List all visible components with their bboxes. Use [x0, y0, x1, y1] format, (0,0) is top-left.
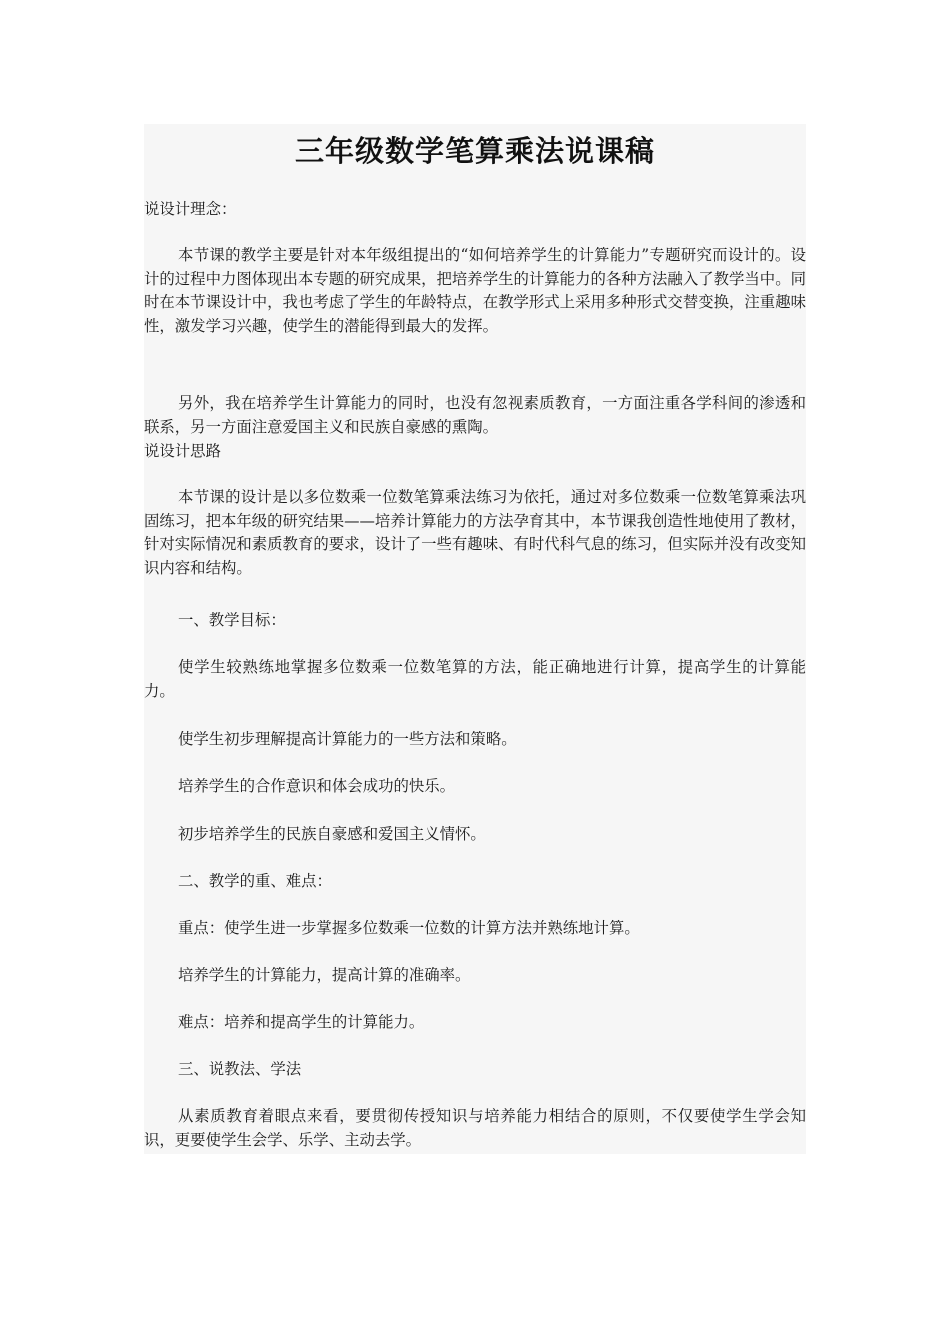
- paragraph-goal-3: 培养学生的合作意识和体会成功的快乐。: [178, 777, 456, 795]
- section-heading-methods: 三、说教法、学法: [178, 1060, 302, 1078]
- paragraph-design-concept: 本节课的教学主要是针对本年级组提出的“如何培养学生的计算能力”专题研究而设计的。设计的过程中力图体现出本专题的研究成果，把培养学生的计算能力的各种方法融入了教学当中。同时在本节课设计中，我也考虑了学生的年龄特点，在教学形式上采用多种形式交替变换，注重趣味性，激发学习兴趣，使学生的潜能得到最大的发挥。: [144, 246, 806, 335]
- section-heading-design-idea: 说设计思路: [144, 442, 221, 460]
- section-heading-design-concept: 说设计理念：: [144, 200, 237, 218]
- document-page: [144, 124, 806, 1154]
- paragraph-difficult-point: 难点：培养和提高学生的计算能力。: [178, 1013, 425, 1031]
- document-title: 三年级数学笔算乘法说课稿: [294, 134, 655, 168]
- section-heading-key-points: 二、教学的重、难点：: [178, 872, 332, 890]
- paragraph-goal-4: 初步培养学生的民族自豪感和爱国主义情怀。: [178, 825, 486, 843]
- paragraph-methods: 从素质教育着眼点来看，要贯彻传授知识与培养能力相结合的原则，不仅要使学生学会知识，更要使学生会学、乐学、主动去学。: [144, 1107, 806, 1149]
- section-heading-teaching-goals: 一、教学目标：: [178, 611, 286, 629]
- paragraph-quality-education: 另外，我在培养学生计算能力的同时，也没有忽视素质教育，一方面注重各学科间的渗透和联系，另一方面注意爱国主义和民族自豪感的熏陶。: [144, 394, 806, 436]
- paragraph-ability: 培养学生的计算能力，提高计算的准确率。: [178, 966, 471, 984]
- paragraph-key-point: 重点：使学生进一步掌握多位数乘一位数的计算方法并熟练地计算。: [178, 919, 640, 937]
- paragraph-goal-1: 使学生较熟练地掌握多位数乘一位数笔算的方法，能正确地进行计算，提高学生的计算能力。: [144, 658, 806, 700]
- paragraph-design-idea: 本节课的设计是以多位数乘一位数笔算乘法练习为依托，通过对多位数乘一位数笔算乘法巩固练习，把本年级的研究结果——培养计算能力的方法孕育其中，本节课我创造性地使用了教材，针对实际情况和素质教育的要求，设计了一些有趣味、有时代科气息的练习，但实际并没有改变知识内容和结构。: [144, 488, 806, 577]
- paragraph-goal-2: 使学生初步理解提高计算能力的一些方法和策略。: [178, 730, 517, 748]
